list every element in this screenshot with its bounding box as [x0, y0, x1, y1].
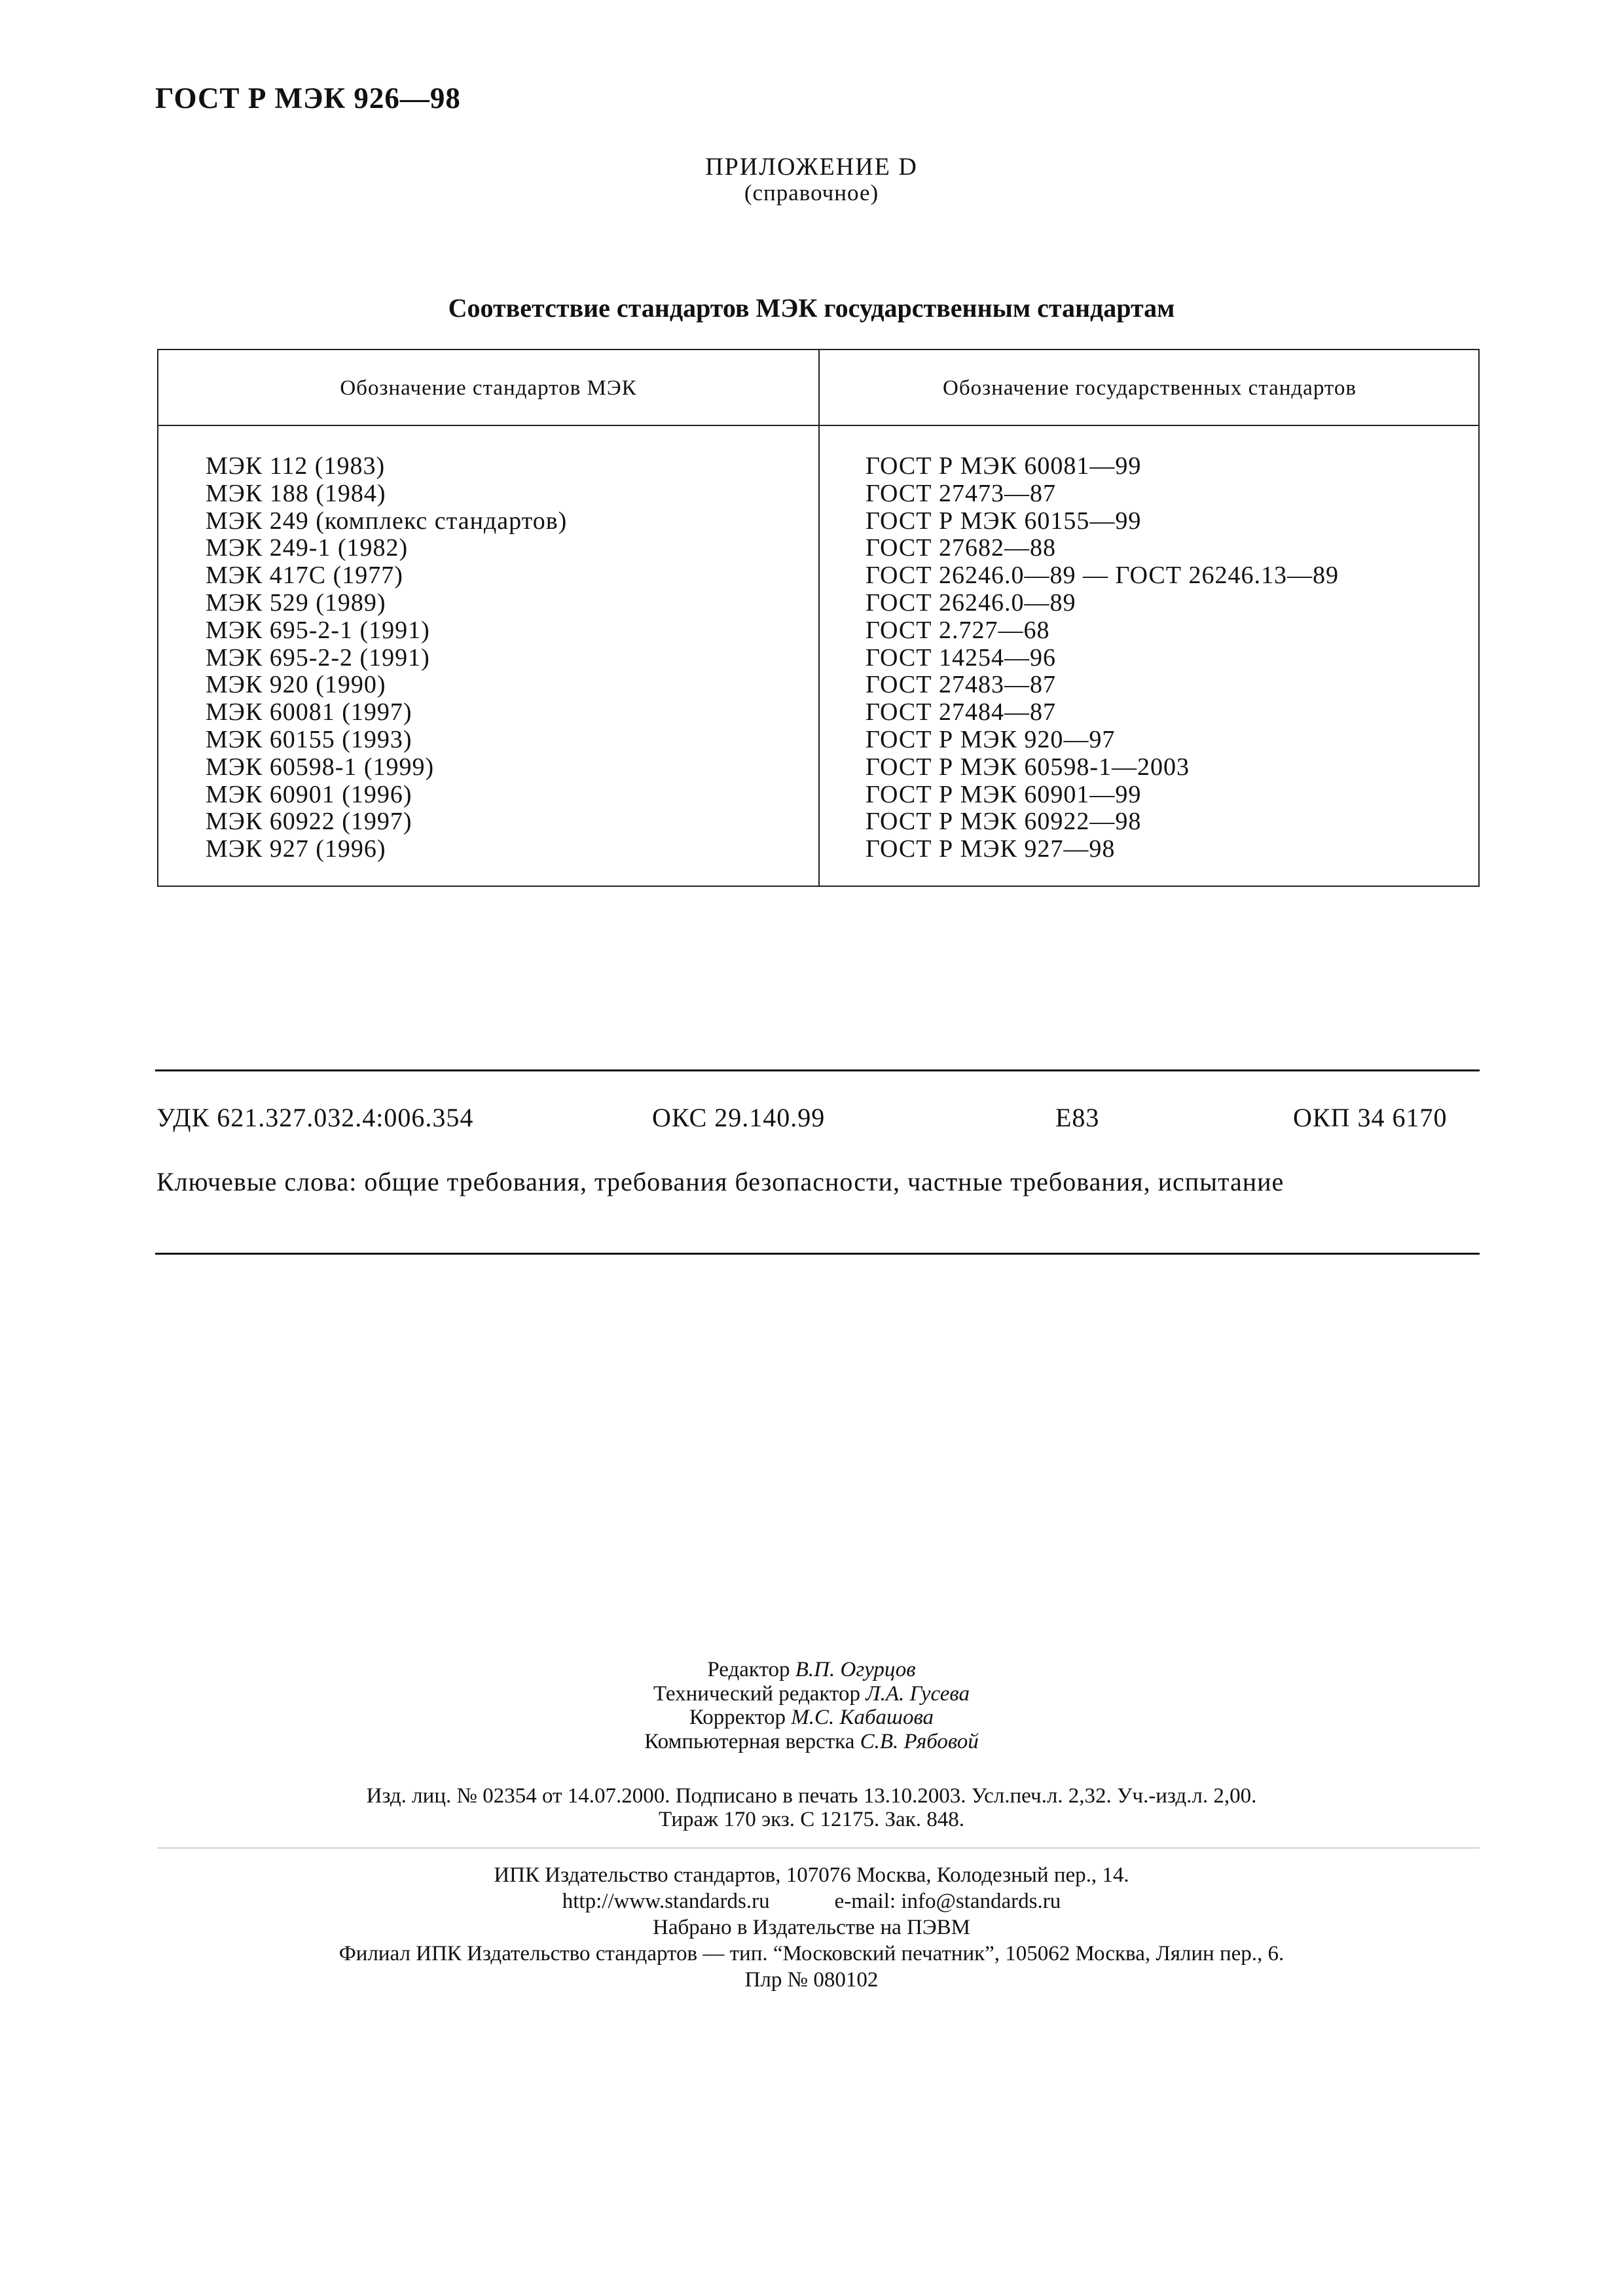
- iec-standard: МЭК 695-2-1 (1991): [206, 616, 430, 644]
- document-header: ГОСТ Р МЭК 926—98: [155, 82, 461, 115]
- iec-standard: МЭК 927 (1996): [206, 835, 386, 863]
- gost-standard: ГОСТ Р МЭК 927—98: [866, 835, 1116, 863]
- column-header-iec: Обозначение стандартов МЭК: [340, 376, 637, 400]
- column-divider: [818, 350, 820, 886]
- appendix-title: ПРИЛОЖЕНИЕ D: [705, 153, 918, 181]
- credit-layout: Компьютерная верстка С.В. Рябовой: [644, 1729, 979, 1753]
- iec-standard: МЭК 249-1 (1982): [206, 534, 409, 562]
- imprint-line: ИПК Издательство стандартов, 107076 Москва, Колодезный пер., 14.: [494, 1863, 1129, 1887]
- iec-standard: МЭК 249 (комплекс стандартов): [206, 507, 568, 535]
- iec-standard: МЭК 188 (1984): [206, 479, 386, 507]
- iec-standard: МЭК 60922 (1997): [206, 808, 412, 836]
- gost-standard: ГОСТ 14254—96: [866, 643, 1056, 672]
- table-title: Соответствие стандартов МЭК государственным стандартам: [448, 293, 1175, 323]
- okp-code: ОКП 34 6170: [1293, 1103, 1448, 1132]
- gost-standard: ГОСТ Р МЭК 60598-1—2003: [866, 753, 1190, 781]
- iec-standard: МЭК 112 (1983): [206, 452, 386, 480]
- classification-bottom-rule: [155, 1253, 1480, 1255]
- publisher-imprint: [0, 1862, 1623, 1993]
- iec-standard: МЭК 60901 (1996): [206, 780, 412, 808]
- imprint-line: Набрано в Издательстве на ПЭВМ: [653, 1916, 970, 1939]
- gost-standard: ГОСТ Р МЭК 920—97: [866, 725, 1116, 753]
- credit-corrector: Корректор М.С. Кабашова: [689, 1706, 934, 1729]
- iec-standard: МЭК 60598-1 (1999): [206, 753, 435, 781]
- iec-standard: МЭК 920 (1990): [206, 671, 386, 699]
- iec-standards-list: [206, 453, 567, 863]
- oks-code: ОКС 29.140.99: [652, 1103, 826, 1132]
- publication-info: [0, 1784, 1623, 1831]
- gost-standards-list: [866, 453, 1339, 863]
- iec-standard: МЭК 529 (1989): [206, 588, 386, 617]
- editorial-credits: [0, 1658, 1623, 1753]
- classification-top-rule: [155, 1069, 1480, 1071]
- correspondence-table: [157, 349, 1480, 887]
- iec-standard: МЭК 695-2-2 (1991): [206, 643, 430, 672]
- gost-standard: ГОСТ 27484—87: [866, 698, 1056, 726]
- credit-tech-editor: Технический редактор Л.А. Гусева: [653, 1681, 970, 1706]
- gost-standard: ГОСТ 2.727—68: [866, 616, 1050, 644]
- gost-standard: ГОСТ 27483—87: [866, 671, 1056, 699]
- gost-standard: ГОСТ 27682—88: [866, 534, 1056, 562]
- keywords-line: Ключевые слова: общие требования, требования безопасности, частные требования, испытание: [156, 1167, 1285, 1196]
- iec-standard: МЭК 60081 (1997): [206, 698, 412, 726]
- imprint-line: Филиал ИПК Издательство стандартов — тип. “Московский печатник”, 105062 Москва, Лялин пер., 6.: [338, 1942, 1285, 1965]
- iec-standard: МЭК 60155 (1993): [206, 725, 412, 753]
- gost-standard: ГОСТ Р МЭК 60081—99: [866, 452, 1142, 480]
- gost-standard: ГОСТ 26246.0—89: [866, 588, 1076, 617]
- header-divider: [158, 425, 1478, 426]
- gost-standard: ГОСТ 26246.0—89 — ГОСТ 26246.13—89: [866, 562, 1339, 590]
- publication-line: Изд. лиц. № 02354 от 14.07.2000. Подписано в печать 13.10.2003. Усл.печ.л. 2,32. Уч.-изд.л. 2,00.: [366, 1784, 1257, 1808]
- credit-editor: Редактор В.П. Огурцов: [707, 1658, 916, 1681]
- imprint-line: http://www.standards.ru e-mail: info@standards.ru: [562, 1890, 1061, 1913]
- e-code: Е83: [1055, 1103, 1100, 1132]
- gost-standard: ГОСТ Р МЭК 60155—99: [866, 507, 1142, 535]
- udk-code: УДК 621.327.032.4:006.354: [156, 1103, 474, 1132]
- appendix-subtitle: (справочное): [744, 180, 879, 206]
- gost-standard: ГОСТ 27473—87: [866, 479, 1056, 507]
- gost-standard: ГОСТ Р МЭК 60901—99: [866, 780, 1142, 808]
- iec-standard: МЭК 417С (1977): [206, 562, 403, 590]
- publication-line: Тираж 170 экз. С 12175. Зак. 848.: [659, 1808, 964, 1831]
- gost-standard: ГОСТ Р МЭК 60922—98: [866, 808, 1142, 836]
- imprint-line: Плр № 080102: [744, 1968, 879, 1992]
- column-header-gost: Обозначение государственных стандартов: [943, 376, 1357, 400]
